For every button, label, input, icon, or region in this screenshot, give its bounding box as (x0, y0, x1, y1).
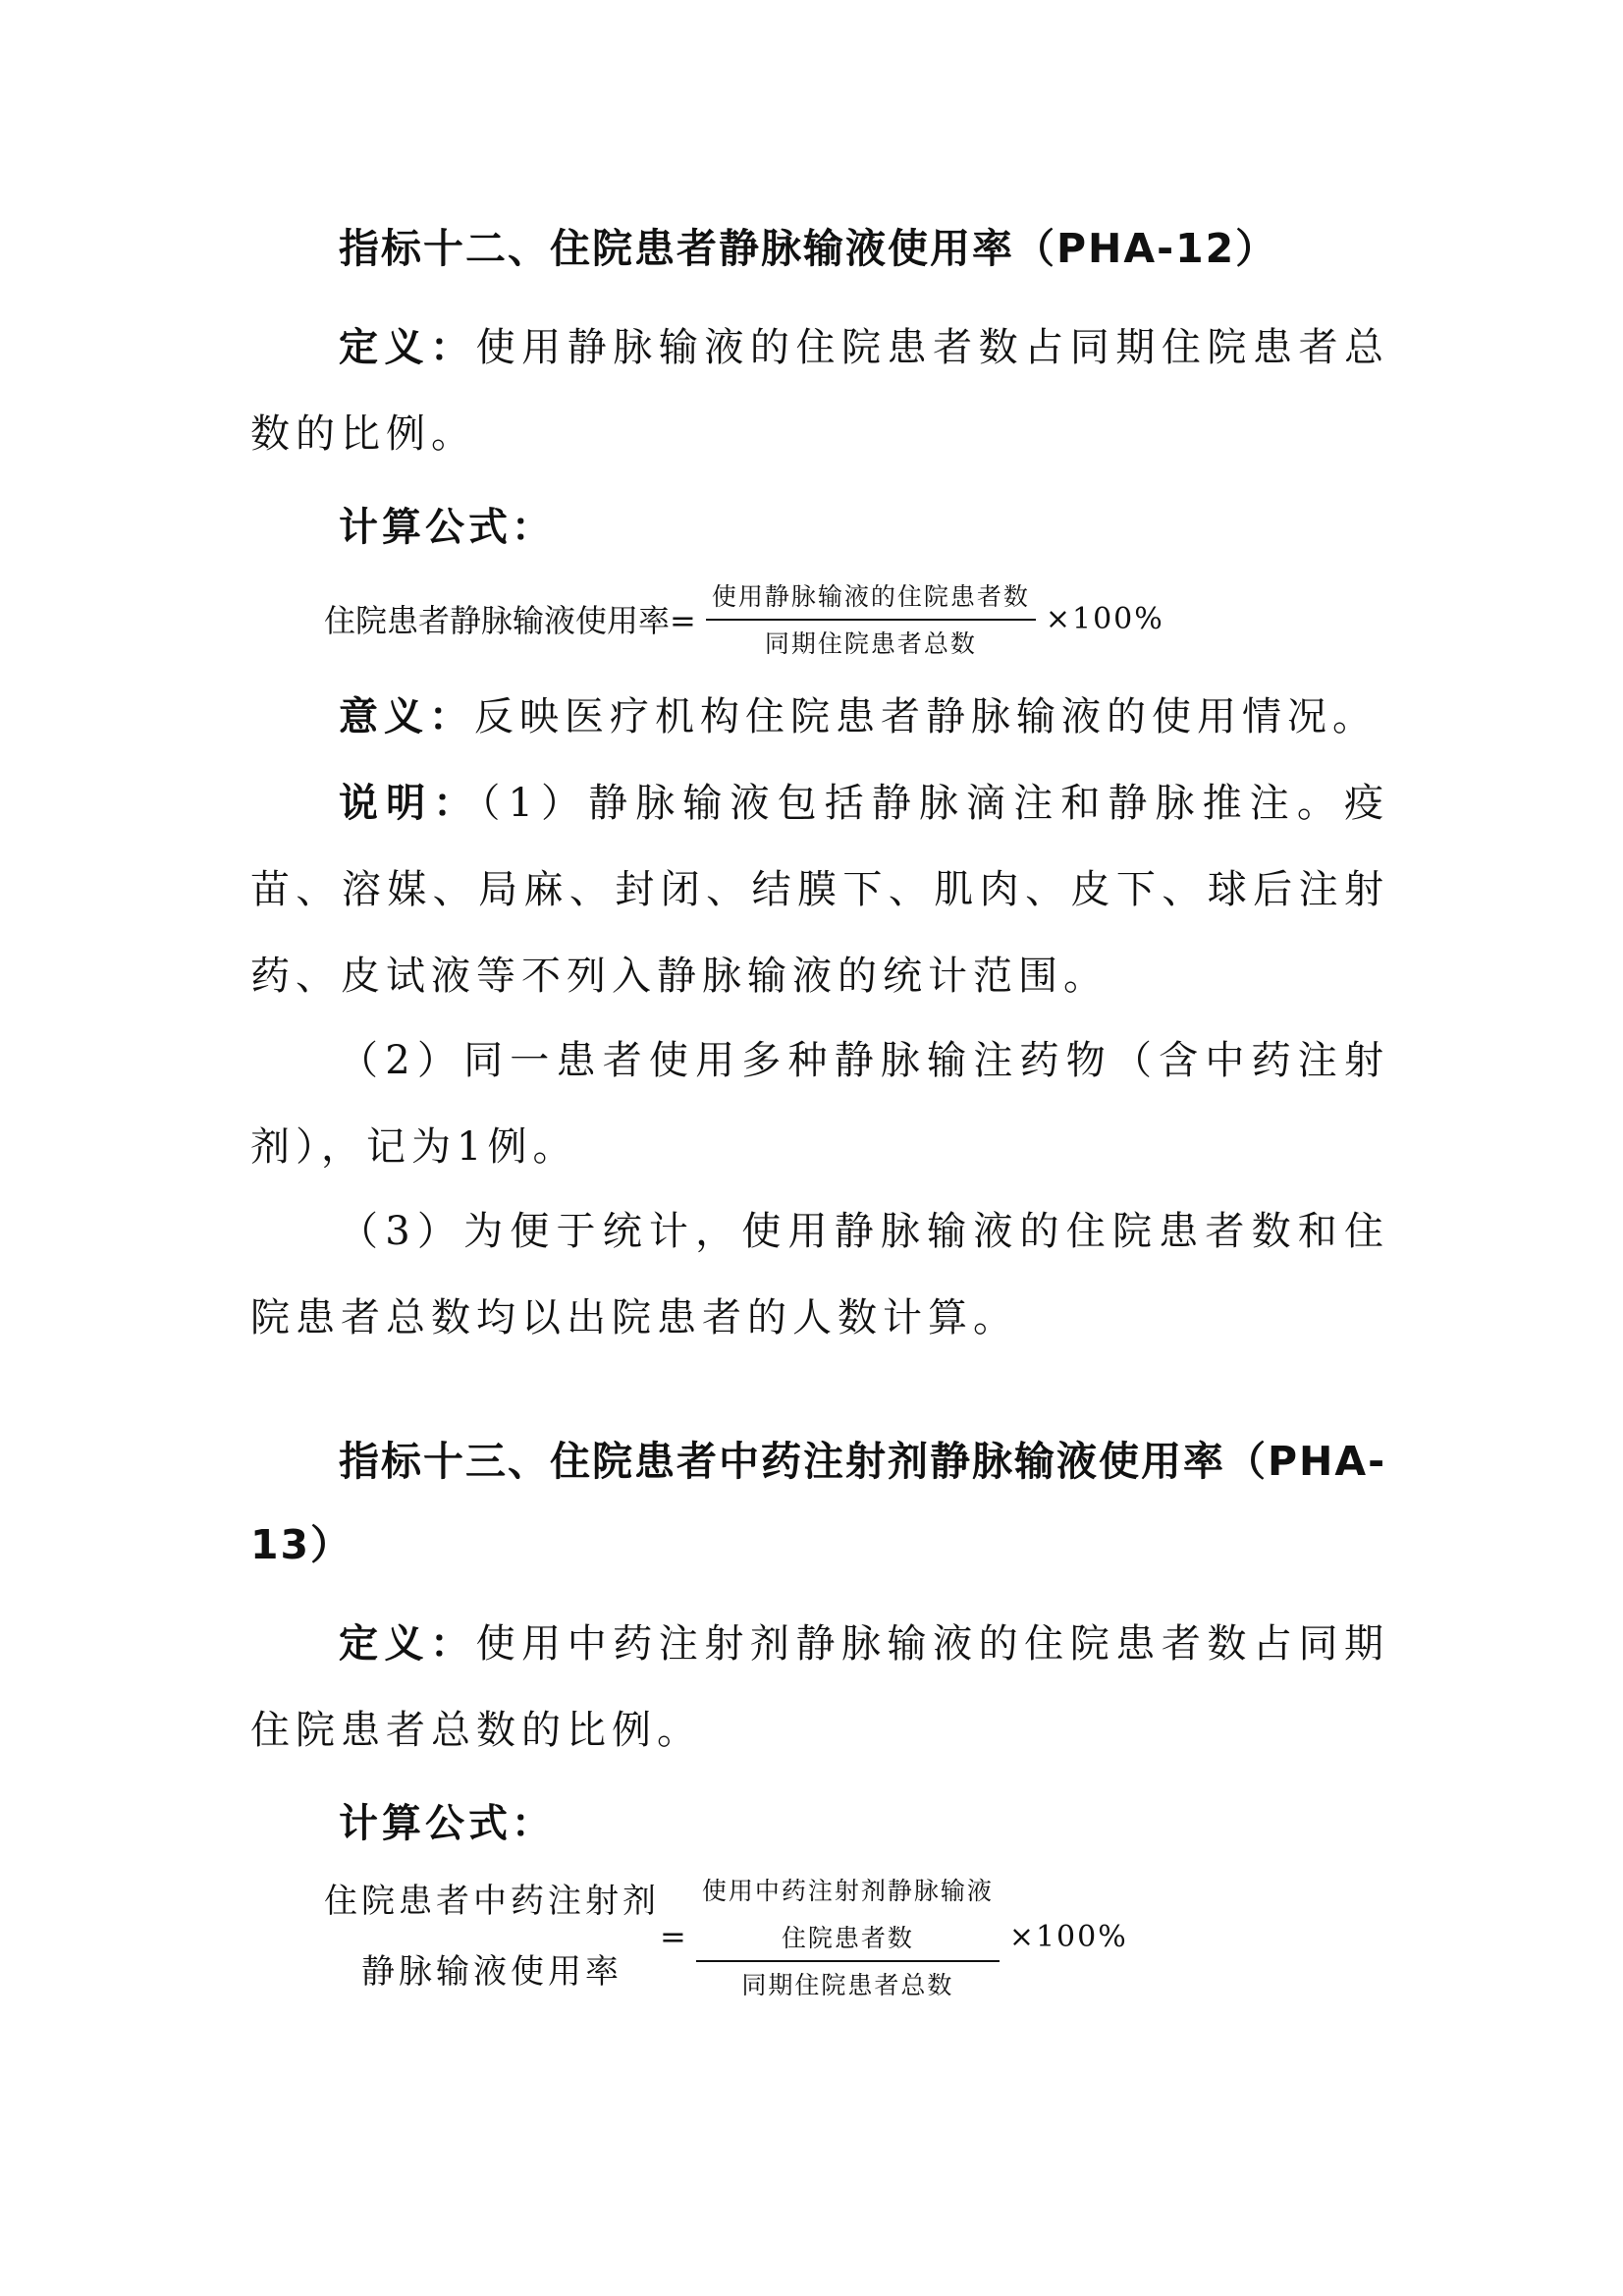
section-13-formula-label: 计算公式： (339, 1801, 555, 1846)
section-12-meaning (250, 674, 1389, 760)
meaning-text: 反映医疗机构住院患者静脉输液的使用情况。 (474, 694, 1378, 739)
section-13-formula (324, 1866, 1128, 2007)
definition-label: 定义： (339, 1621, 476, 1667)
formula-denominator: 同期住院患者总数 (741, 1971, 954, 1999)
formula-denominator: 同期住院患者总数 (764, 629, 977, 658)
formula-lhs-line-1: 住院患者中药注射剂 (324, 1882, 660, 1921)
formula-multiplier: ×100% (1045, 601, 1164, 636)
formula-lhs (324, 1866, 660, 2007)
fraction-bar (696, 1960, 1000, 1962)
note-1-text: （1）静脉输液包括静脉滴注和静脉推注。疫苗、溶媒、局麻、封闭、结膜下、肌肉、皮下、球后注射药、皮试液等不列入静脉输液的统计范围。 (250, 781, 1390, 999)
formula-multiplier: ×100% (1008, 1919, 1128, 1954)
fraction-bar (706, 619, 1036, 621)
section-12-formula (324, 577, 1164, 660)
note-label: 说明： (339, 781, 481, 826)
formula-fraction (696, 1872, 1000, 2001)
section-12-note-2: （2）同一患者使用多种静脉输注药物（含中药注射剂），记为1例。 (250, 1038, 1389, 1170)
formula-fraction (706, 577, 1036, 660)
formula-numerator-line-1: 使用中药注射剂静脉输液 (701, 1877, 994, 1905)
definition-label: 定义： (339, 325, 476, 370)
section-12-formula-label: 计算公式： (339, 505, 555, 550)
formula-equals: = (660, 1918, 686, 1955)
definition-text: 使用静脉输液的住院患者数占同期住院患者总数的比例。 (250, 325, 1390, 457)
formula-lhs-line-2: 静脉输液使用率 (361, 1952, 622, 1992)
meaning-label: 意义： (339, 694, 474, 739)
section-13-heading-line-2: 13） (250, 1521, 353, 1568)
definition-text: 使用中药注射剂静脉输液的住院患者数占同期住院患者总数的比例。 (250, 1621, 1390, 1753)
section-12-note-3: （3）为便于统计，使用静脉输液的住院患者数和住院患者总数均以出院患者的人数计算。 (250, 1209, 1389, 1340)
section-12-note-1 (250, 760, 1389, 1019)
section-13-heading-line-1: 指标十三、住院患者中药注射剂静脉输液使用率（PHA- (339, 1438, 1387, 1485)
section-13-definition (250, 1601, 1389, 1774)
formula-numerator: 使用静脉输液的住院患者数 (711, 582, 1030, 611)
formula-lhs: 住院患者静脉输液使用率= (324, 602, 696, 639)
section-12-definition (250, 304, 1389, 477)
formula-numerator-line-2: 住院患者数 (781, 1924, 914, 1952)
section-12-heading: 指标十二、住院患者静脉输液使用率（PHA-12） (339, 225, 1278, 272)
